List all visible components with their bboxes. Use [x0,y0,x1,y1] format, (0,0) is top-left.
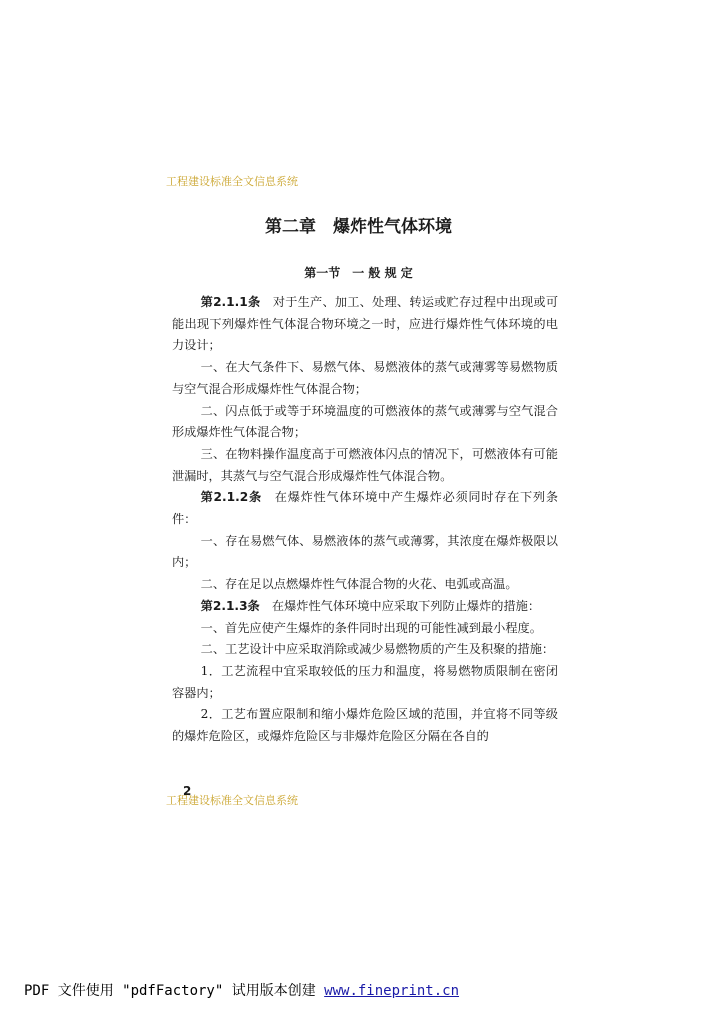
footer-text: PDF 文件使用 "pdfFactory" 试用版本创建 [24,983,325,999]
paragraph-text: 一、首先应使产生爆炸的条件同时出现的可能性减到最小程度。 [200,620,542,635]
body-text [172,292,558,748]
paragraph-text: 在爆炸性气体环境中应采取下列防止爆炸的措施： [259,598,541,613]
page-number: 2 [183,784,192,798]
footer-link[interactable]: www.fineprint.cn [324,983,460,999]
article-number: 第2.1.1条 [200,295,261,309]
paragraph-text: 2．工艺布置应限制和缩小爆炸危险区域的范围，并宜将不同等级的爆炸危险区，或爆炸危险区与非爆炸危险区分隔在各自的 [172,707,558,744]
chapter-title: 第二章 爆炸性气体环境 [265,217,452,237]
pdf-footer [24,980,459,1000]
watermark-bottom: 工程建设标准全文信息系统 [166,794,298,807]
paragraph [172,292,558,357]
paragraph-text: 二、闪点低于或等于环境温度的可燃液体的蒸气或薄雾与空气混合形成爆炸性气体混合物； [172,403,558,440]
paragraph-text: 一、在大气条件下、易燃气体、易燃液体的蒸气或薄雾等易燃物质与空气混合形成爆炸性气体混合物； [172,360,558,396]
paragraph [172,639,558,661]
paragraph [172,444,558,487]
paragraph-text: 一、存在易燃气体、易燃液体的蒸气或薄雾，其浓度在爆炸极限以内； [172,533,558,570]
article-number: 第2.1.2条 [200,490,262,505]
paragraph [172,357,558,400]
article-number: 第2.1.3条 [200,598,260,613]
paragraph-text: 在爆炸性气体环境中产生爆炸必须同时存在下列条件： [172,490,559,527]
watermark-top: 工程建设标准全文信息系统 [166,175,298,188]
paragraph [172,704,558,747]
paragraph [172,596,558,618]
paragraph [172,661,558,704]
paragraph-text: 二、存在足以点燃爆炸性气体混合物的火花、电弧或高温。 [200,577,518,592]
section-title: 第一节 一 般 规 定 [304,266,413,280]
paragraph [172,618,558,640]
paragraph-text: 三、在物料操作温度高于可燃液体闪点的情况下，可燃液体有可能泄漏时，其蒸气与空气混合形成爆炸性气体混合物。 [172,446,558,483]
paragraph [172,531,558,574]
paragraph-text: 对于生产、加工、处理、转运或贮存过程中出现或可能出现下列爆炸性气体混合物环境之一时，应进行爆炸性气体环境的电力设计； [172,295,559,353]
paragraph [172,487,558,530]
paragraph [172,574,558,596]
paragraph [172,401,558,444]
paragraph-text: 二、工艺设计中应采取消除或减少易燃物质的产生及积聚的措施： [200,642,555,657]
paragraph-text: 1．工艺流程中宜采取较低的压力和温度，将易燃物质限制在密闭容器内； [172,663,558,700]
